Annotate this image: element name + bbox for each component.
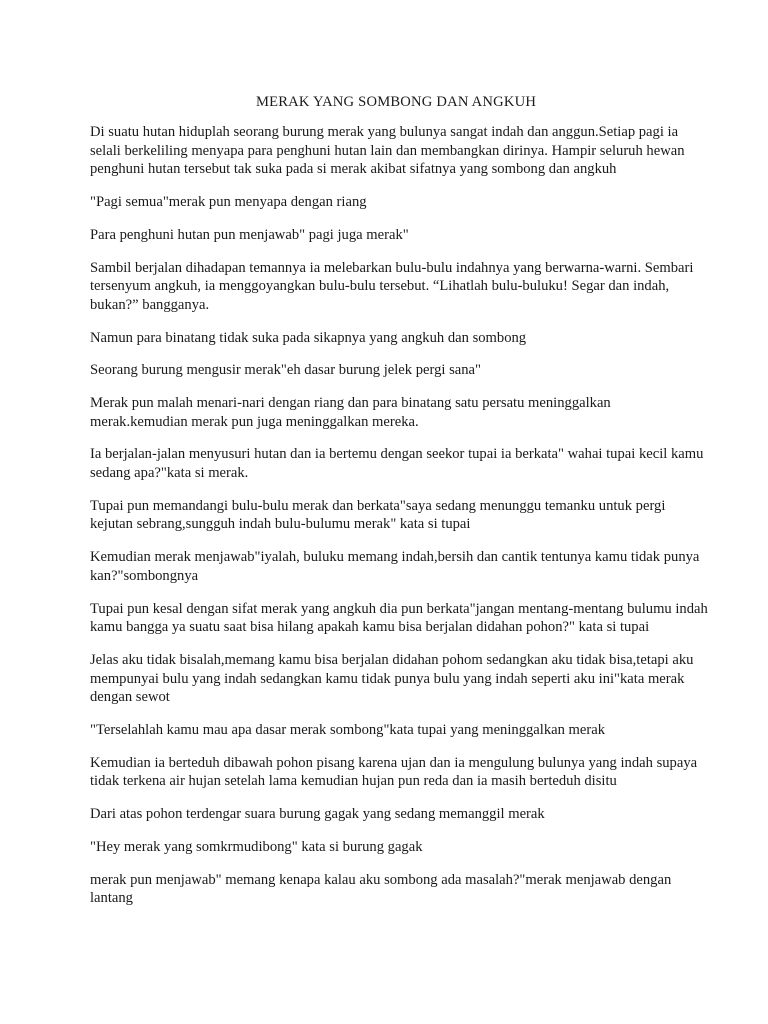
text-line: "Hey merak yang somkrmudibong" kata si burung gagak [90,838,423,855]
text-line: Seorang burung mengusir merak"eh dasar burung jelek pergi sana" [90,362,481,379]
text-line: Namun para binatang tidak suka pada sikapnya yang angkuh dan sombong [90,329,527,346]
document-title: MERAK YANG SOMBONG DAN ANGKUH [255,94,537,110]
text-line: Kemudian merak menjawab"iyalah, buluku memang indah,bersih dan cantik tentunya kamu tidak punya [90,549,700,566]
text-line: bukan?” bangganya. [90,296,210,313]
text-line: Di suatu hutan hiduplah seorang burung merak yang bulunya sangat indah dan anggun.Setiap pagi ia [90,124,679,140]
text-line: Merak pun malah menari-nari dengan riang dan para binatang satu persatu meninggalkan [90,395,611,412]
paragraph [90,361,692,380]
text-line: kamu bangga ya suatu saat bisa hilang apakah kamu bisa berjalan didahan pohon?" kata si tupai [90,619,650,636]
text-line: Tupai pun memandangi bulu-bulu merak dan berkata"saya sedang menunggu temanku untuk pergi [90,497,666,514]
paragraph [90,226,692,245]
paragraph [90,193,692,212]
text-line: tersenyum angkuh, ia menggoyangkan bulu-bulu tersebut. “Lihatlah bulu-buluku! Segar dan indah, [90,278,670,295]
text-line: kejutan sebrang,sungguh indah bulu-bulumu merak" kata si tupai [90,516,471,533]
paragraph [90,445,704,482]
paragraph [90,838,692,857]
text-line: Sambil berjalan dihadapan temannya ia melebarkan bulu-bulu indahnya yang berwarna-warni. Sembari [90,259,694,276]
text-line: mempunyai bulu yang indah sedangkan kamu tidak punya bulu yang indah seperti aku ini"kata merak [90,670,685,687]
paragraph [90,805,692,824]
text-line: "Terselahlah kamu mau apa dasar merak sombong"kata tupai yang meninggalkan merak [90,721,606,738]
text-line: sedang apa?"kata si merak. [90,465,249,482]
text-line: Kemudian ia berteduh dibawah pohon pisang karena ujan dan ia mengulung bulunya yang indah supaya [90,754,698,771]
paragraph [90,497,692,534]
text-line: dengan sewot [90,689,170,706]
text-line: tidak terkena air hujan setelah lama kemudian hujan pun reda dan ia masih berteduh disitu [90,773,617,790]
paragraph [90,394,692,431]
text-line: kan?"sombongnya [90,567,199,584]
paragraph [90,600,708,637]
text-line: Para penghuni hutan pun menjawab" pagi juga merak" [90,226,409,243]
text-line: merak.kemudian merak pun juga meninggalkan mereka. [90,413,419,430]
paragraph [90,329,692,348]
text-line: Tupai pun kesal dengan sifat merak yang angkuh dia pun berkata"jangan mentang-mentang bulumu indah [90,600,708,617]
paragraph [90,548,700,585]
text-line: Jelas aku tidak bisalah,memang kamu bisa berjalan didahan pohom sedangkan aku tidak bisa,tetapi aku [90,651,694,668]
paragraph [90,754,698,791]
text-line: merak pun menjawab" memang kenapa kalau aku sombong ada masalah?"merak menjawab dengan [90,871,672,888]
document-body [90,123,708,908]
paragraph [90,259,692,315]
text-line: Ia berjalan-jalan menyusuri hutan dan ia bertemu dengan seekor tupai ia berkata" wahai tupai kecil kamu [90,446,704,463]
paragraph [90,871,692,908]
paragraph [90,123,692,179]
text-line: "Pagi semua"merak pun menyapa dengan riang [90,193,367,210]
text-line: penghuni hutan tersebut tak suka pada si merak akibat sifatnya yang sombong dan angkuh [90,161,617,178]
paragraph [90,651,692,707]
paragraph [90,721,692,740]
text-line: selali berkeliling menyapa para penghuni hutan lain dan membangkan dirinya. Hampir seluruh hewan [90,142,685,159]
text-line: Dari atas pohon terdengar suara burung gagak yang sedang memanggil merak [90,806,545,823]
text-line: lantang [90,890,133,907]
